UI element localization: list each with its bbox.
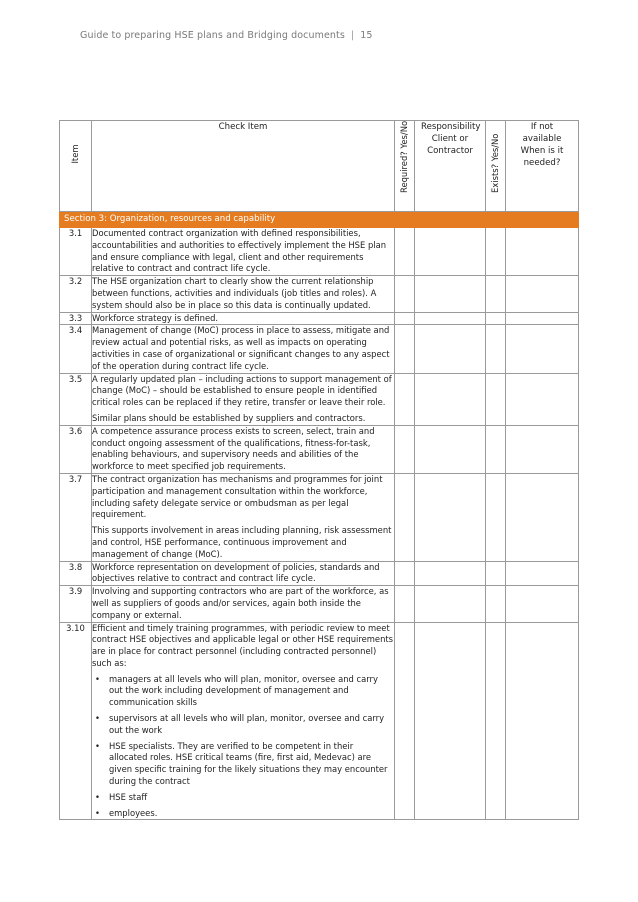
responsibility-cell[interactable] [415, 228, 486, 276]
table-row [60, 228, 579, 276]
check-item-bullet: • supervisors at all levels who will plan, monitor, oversee and carry out the work [92, 713, 394, 737]
check-item-text [92, 373, 395, 425]
table-row [60, 622, 579, 820]
item-number: 3.10 [60, 622, 92, 820]
responsibility-cell[interactable] [415, 325, 486, 373]
check-item-text [92, 586, 395, 622]
check-item-paragraph: A competence assurance process exists to screen, select, train and conduct ongoing assessment of the qualifications, fitness-for-task, enabling behaviours, and supervisory needs and abilities of the workforce to meet specified job requirements. [92, 425, 375, 472]
check-item-text [92, 561, 395, 586]
required-cell[interactable] [395, 325, 415, 373]
column-header-exists: Exists? Yes/No [486, 121, 506, 212]
item-number: 3.2 [60, 276, 92, 312]
header-separator: | [350, 30, 355, 41]
required-cell[interactable] [395, 561, 415, 586]
column-header-required: Required? Yes/No [395, 121, 415, 212]
column-header-check-item: Check Item [92, 121, 395, 212]
table-row [60, 425, 579, 473]
check-item-bullet-list [92, 674, 394, 820]
item-number: 3.4 [60, 325, 92, 373]
check-item-text [92, 228, 395, 276]
exists-cell[interactable] [486, 425, 506, 473]
check-item-text [92, 425, 395, 473]
exists-cell[interactable] [486, 228, 506, 276]
check-item-bullet: • HSE specialists. They are verified to be competent in their allocated roles. HSE critical teams (fire, first aid, Medevac) are given specific training for the likely situations they may encounter during the contract [92, 741, 394, 788]
item-number: 3.5 [60, 373, 92, 425]
check-item-text [92, 276, 395, 312]
required-cell[interactable] [395, 373, 415, 425]
page-number: 15 [360, 30, 373, 41]
exists-cell[interactable] [486, 373, 506, 425]
check-item-text [92, 312, 395, 325]
check-item-paragraph: The HSE organization chart to clearly show the current relationship between functions, activities and individuals (job titles and roles). A system should also be in place so this data is continually updated. [92, 276, 377, 310]
running-header [80, 30, 373, 41]
document-title: Guide to preparing HSE plans and Bridging documents [80, 30, 345, 41]
if-not-cell[interactable] [506, 425, 579, 473]
check-item-paragraph: A regularly updated plan – including actions to support management of change (MoC) – should be established to ensure people in identified critical roles can be replaced if they retire, transfer or leave their role. [92, 373, 392, 408]
exists-cell[interactable] [486, 276, 506, 312]
if-not-cell[interactable] [506, 561, 579, 586]
if-not-cell[interactable] [506, 228, 579, 276]
item-number: 3.8 [60, 561, 92, 586]
if-not-cell[interactable] [506, 586, 579, 622]
check-item-paragraph: This supports involvement in areas including planning, risk assessment and control, HSE performance, continuous improvement and management of change (MoC). [92, 525, 392, 559]
item-number: 3.1 [60, 228, 92, 276]
responsibility-cell[interactable] [415, 312, 486, 325]
responsibility-cell[interactable] [415, 586, 486, 622]
item-number: 3.7 [60, 473, 92, 561]
table-row [60, 473, 579, 561]
check-item-bullet: • HSE staff [92, 792, 394, 804]
if-not-cell[interactable] [506, 473, 579, 561]
required-cell[interactable] [395, 312, 415, 325]
required-cell[interactable] [395, 586, 415, 622]
table-row [60, 561, 579, 586]
section-header-row [60, 212, 579, 228]
table-row [60, 325, 579, 373]
required-cell[interactable] [395, 473, 415, 561]
table-row [60, 312, 579, 325]
check-item-bullet: • employees. [92, 808, 394, 820]
exists-cell[interactable] [486, 325, 506, 373]
exists-cell[interactable] [486, 312, 506, 325]
check-item-paragraph: Similar plans should be established by suppliers and contractors. [92, 412, 366, 423]
if-not-cell[interactable] [506, 373, 579, 425]
check-item-paragraph: Workforce representation on development of policies, standards and objectives relative to contract and contract life cycle. [92, 561, 380, 584]
table-row [60, 586, 579, 622]
responsibility-cell[interactable] [415, 561, 486, 586]
required-cell[interactable] [395, 425, 415, 473]
check-item-paragraph: Involving and supporting contractors who are part of the workforce, as well as suppliers of goods and/or services, again both inside the company or external. [92, 586, 389, 620]
if-not-cell[interactable] [506, 622, 579, 820]
table-header-row [60, 121, 579, 212]
check-item-text [92, 473, 395, 561]
item-number: 3.6 [60, 425, 92, 473]
table-row [60, 373, 579, 425]
responsibility-cell[interactable] [415, 373, 486, 425]
exists-cell[interactable] [486, 561, 506, 586]
checklist-table [59, 120, 579, 820]
section-title: Section 3: Organization, resources and capability [60, 212, 579, 228]
exists-cell[interactable] [486, 586, 506, 622]
check-item-text [92, 622, 395, 820]
check-item-text [92, 325, 395, 373]
if-not-cell[interactable] [506, 312, 579, 325]
item-number: 3.9 [60, 586, 92, 622]
exists-cell[interactable] [486, 473, 506, 561]
if-not-cell[interactable] [506, 325, 579, 373]
required-cell[interactable] [395, 622, 415, 820]
check-item-paragraph: The contract organization has mechanisms and programmes for joint participation and management consultation within the workforce, including safety delegate service or ombudsman as per legal requirement. [92, 473, 383, 520]
table-row [60, 276, 579, 312]
check-item-paragraph: Workforce strategy is defined. [92, 312, 219, 323]
check-item-paragraph: Efficient and timely training programmes, with periodic review to meet contract HSE objectives and applicable legal or other HSE requirements are in place for contract personnel (including contracted personnel) such as: [92, 622, 394, 668]
column-header-responsibility: Responsibility Client or Contractor [415, 121, 486, 212]
check-item-paragraph: Documented contract organization with defined responsibilities, accountabilities and authorities to effectively implement the HSE plan and ensure compliance with legal, client and other requirements relative to contract and contract life cycle. [92, 228, 387, 274]
check-item-bullet: • managers at all levels who will plan, monitor, oversee and carry out the work including development of management and communication skills [92, 674, 394, 709]
responsibility-cell[interactable] [415, 276, 486, 312]
if-not-cell[interactable] [506, 276, 579, 312]
item-number: 3.3 [60, 312, 92, 325]
required-cell[interactable] [395, 276, 415, 312]
responsibility-cell[interactable] [415, 622, 486, 820]
required-cell[interactable] [395, 228, 415, 276]
exists-cell[interactable] [486, 622, 506, 820]
responsibility-cell[interactable] [415, 425, 486, 473]
responsibility-cell[interactable] [415, 473, 486, 561]
column-header-item: Item [60, 121, 92, 212]
check-item-paragraph: Management of change (MoC) process in place to assess, mitigate and review actual and potential risks, as well as impacts on operating activities in case of organizational or significant changes to any aspect of the operation during contract life cycle. [92, 325, 390, 371]
column-header-if-not: If not available When is it needed? [506, 121, 579, 212]
